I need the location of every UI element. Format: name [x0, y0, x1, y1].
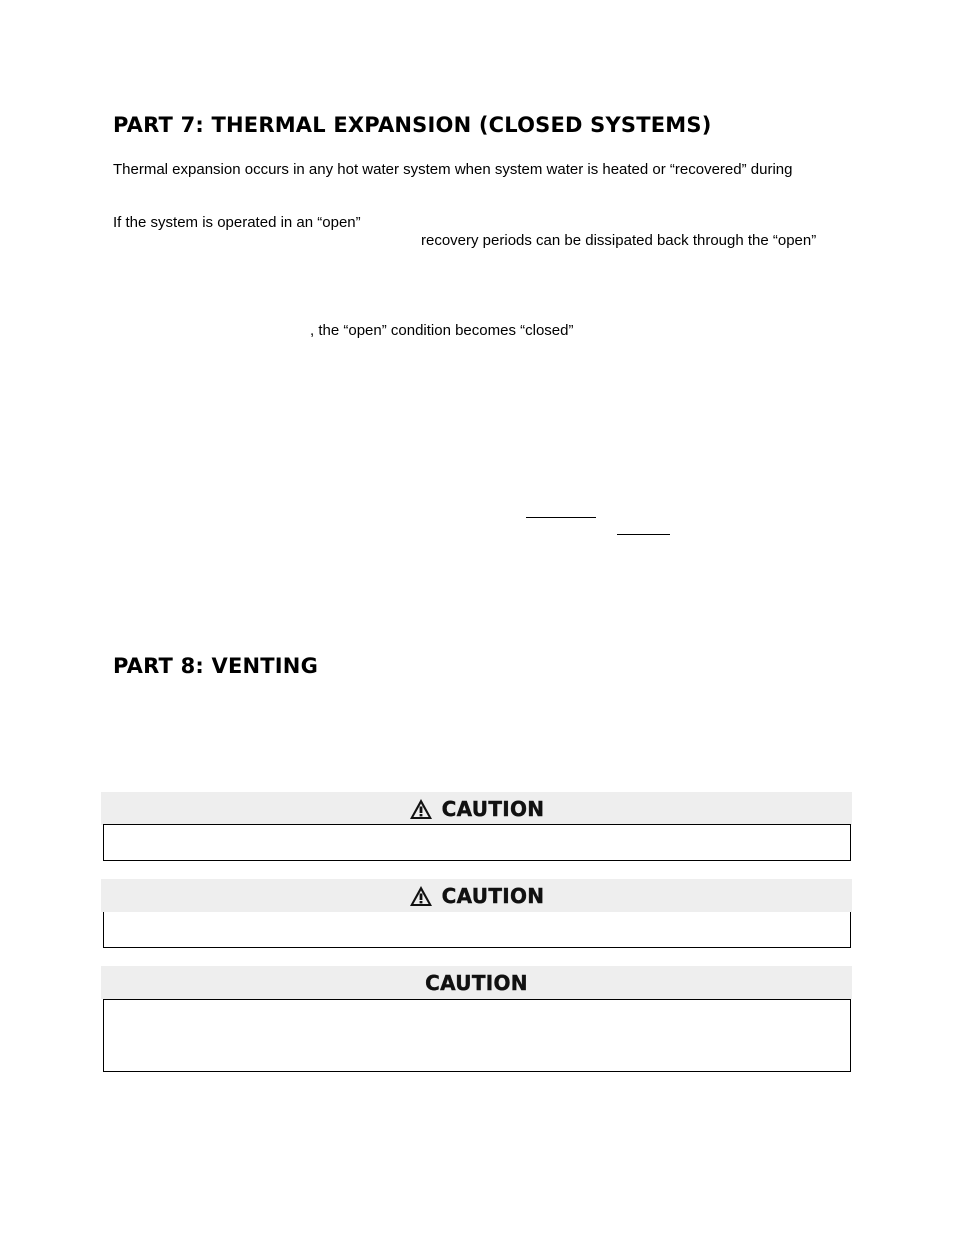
underline-rule: [617, 534, 670, 535]
part8-heading: PART 8: VENTING: [113, 654, 319, 678]
caution-body-box: [103, 912, 851, 948]
caution-body-box: [103, 999, 851, 1072]
caution-header: [101, 792, 852, 825]
part7-paragraph-line: If the system is operated in an “open”: [113, 214, 361, 231]
caution-header: [101, 879, 852, 912]
caution-label: CAUTION: [425, 970, 528, 995]
part7-paragraph-line: , the “open” condition becomes “closed”: [310, 322, 574, 339]
part7-heading: PART 7: THERMAL EXPANSION (CLOSED SYSTEMS): [113, 113, 712, 137]
underline-rule: [526, 517, 596, 518]
part7-paragraph-line: Thermal expansion occurs in any hot water system when system water is heated or “recovered” during: [113, 161, 793, 178]
caution-label: CAUTION: [441, 883, 545, 908]
caution-header: [101, 966, 852, 999]
warning-triangle-icon: [409, 798, 433, 820]
caution-label: CAUTION: [441, 796, 545, 821]
caution-body-box: [103, 824, 851, 861]
warning-triangle-icon: [409, 885, 433, 907]
part7-paragraph-line: recovery periods can be dissipated back through the “open”: [421, 232, 817, 249]
